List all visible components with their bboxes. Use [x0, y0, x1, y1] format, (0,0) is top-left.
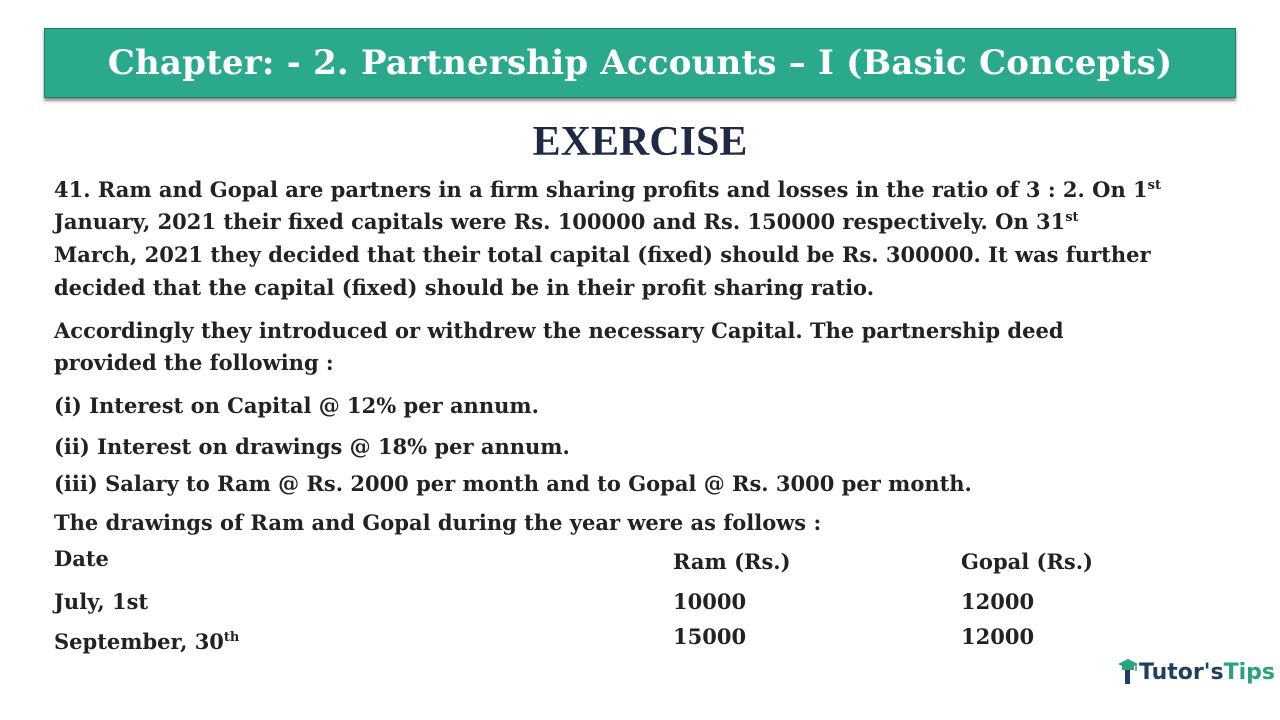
question-line-2: [54, 206, 1079, 238]
question-line-4: decided that the capital (fixed) should be in their profit sharing ratio.: [54, 275, 875, 300]
tutors-tips-logo: [1118, 658, 1275, 686]
logo-text-tutors: Tutor's: [1139, 659, 1224, 685]
table-row-2-date: [54, 629, 239, 654]
chapter-title: Chapter: - 2. Partnership Accounts – I (Basic Concepts): [107, 43, 1173, 83]
table-header-ram: Ram (Rs.): [673, 549, 791, 574]
chapter-banner: [44, 28, 1236, 98]
table-row-1-ram: 10000: [673, 589, 747, 614]
table-row-2-ram: 15000: [673, 624, 747, 649]
date-text: July, 1st: [54, 589, 149, 614]
superscript: st: [1065, 210, 1079, 225]
table-row-1-date: [54, 589, 148, 614]
question-line-1-text: 41. Ram and Gopal are partners in a firm sharing profits and losses in the ratio of 3 : 2. On 1: [54, 177, 1148, 202]
superscript: st: [1147, 178, 1161, 193]
provision-item-2: (ii) Interest on drawings @ 18% per annum.: [54, 434, 570, 459]
table-header-date: Date: [54, 546, 109, 571]
date-text: September, 30: [54, 629, 224, 654]
table-header-gopal: Gopal (Rs.): [961, 549, 1093, 574]
provision-item-3: (iii) Salary to Ram @ Rs. 2000 per month and to Gopal @ Rs. 3000 per month.: [54, 471, 972, 496]
drawings-intro: The drawings of Ram and Gopal during the year were as follows :: [54, 510, 822, 535]
exercise-heading: EXERCISE: [532, 119, 748, 165]
question-line-3: March, 2021 they decided that their total capital (fixed) should be Rs. 300000. It was further: [54, 242, 1151, 267]
question-line-2-text: January, 2021 their fixed capitals were Rs. 100000 and Rs. 150000 respectively. On 31: [54, 209, 1066, 234]
provision-item-1: (i) Interest on Capital @ 12% per annum.: [54, 393, 539, 418]
graduation-cap-icon: [1118, 658, 1138, 686]
question-para2-line-2: provided the following :: [54, 350, 334, 375]
table-row-2-gopal: 12000: [961, 624, 1035, 649]
question-para2-line-1: Accordingly they introduced or withdrew the necessary Capital. The partnership deed: [54, 318, 1064, 343]
logo-text-tips: Tips: [1223, 659, 1275, 685]
question-line-1: [54, 174, 1161, 206]
superscript: th: [223, 630, 240, 645]
table-row-1-gopal: 12000: [961, 589, 1035, 614]
